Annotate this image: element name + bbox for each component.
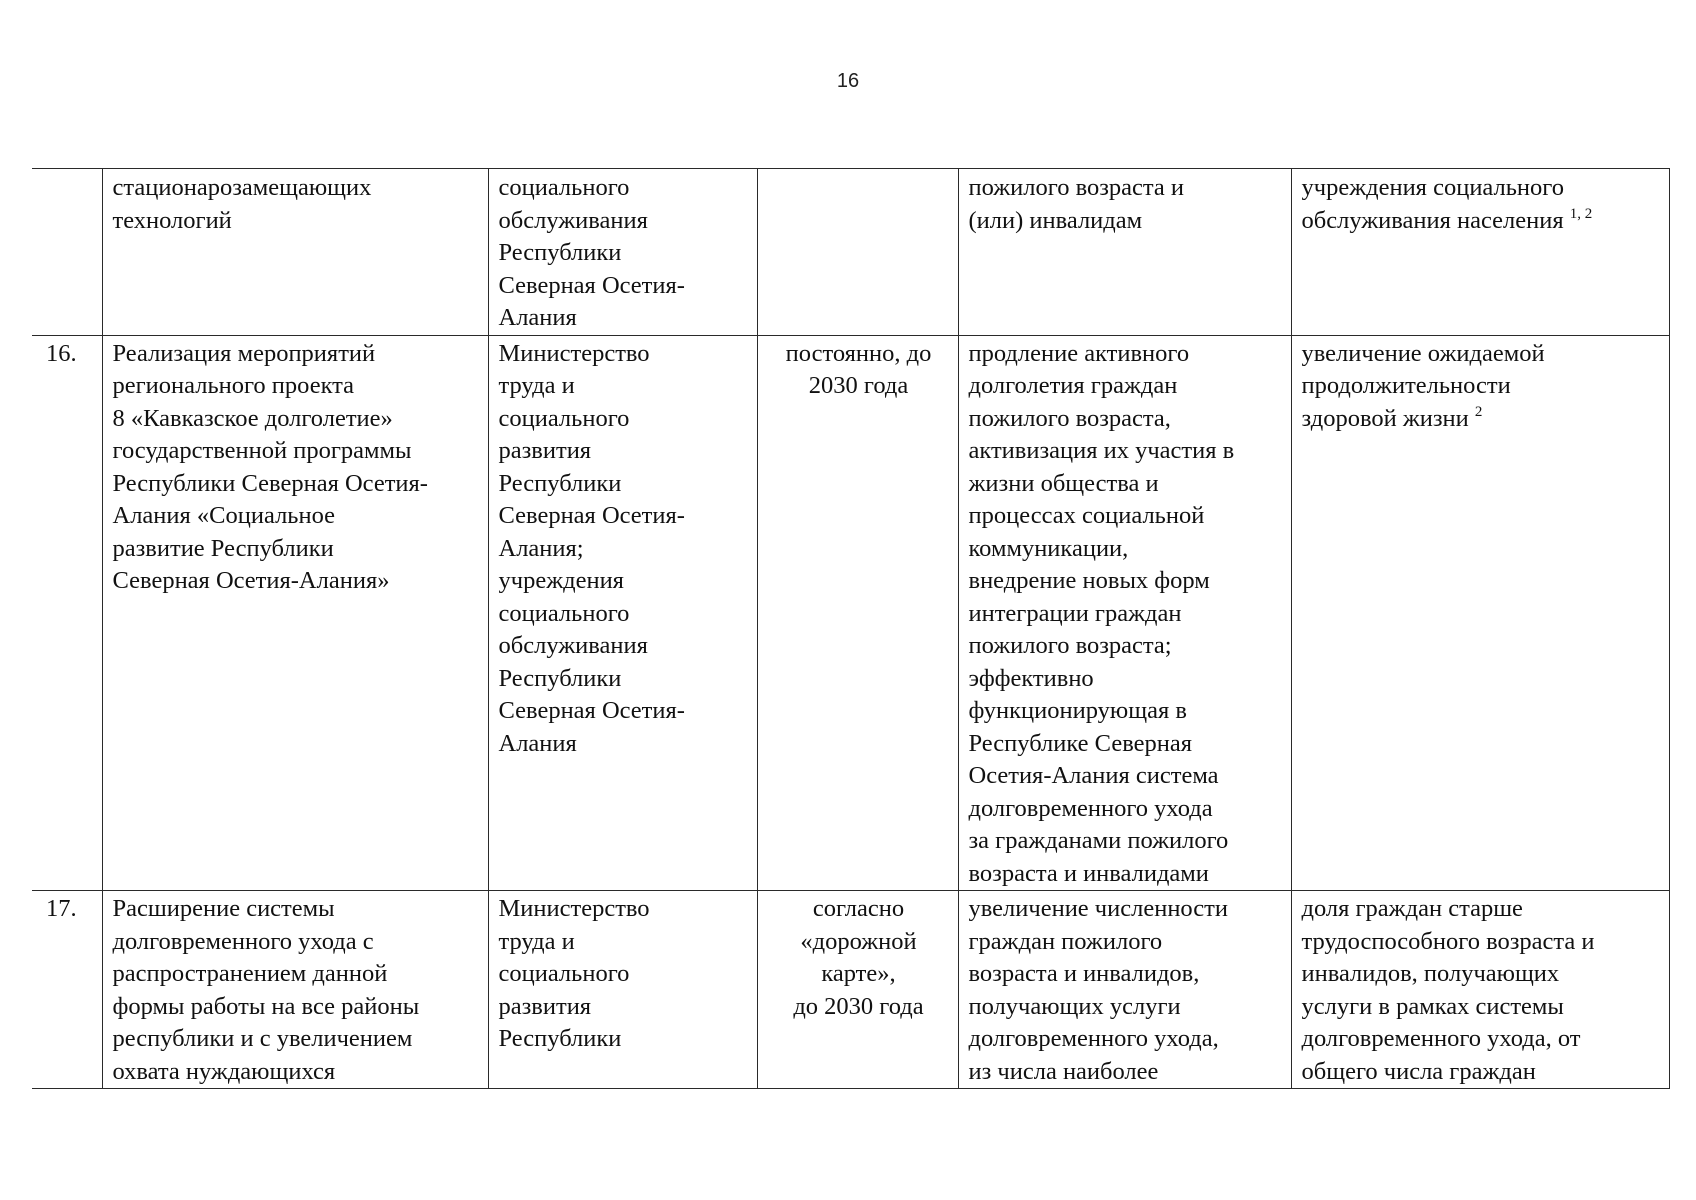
executor-text: Министерство труда и социального развития Республики Северная Осетия- Алания; учреждения социального обслуживания Республики Северная Осетия- Алания [498,339,685,757]
result-cell [958,169,1291,336]
row-number-cell [32,891,102,1089]
event-cell [102,169,488,336]
indicator-cell [1291,335,1669,891]
indicator-text: учреждения социального обслуживания населения [1301,174,1564,234]
indicator-text: доля граждан старше трудоспособного возраста и инвалидов, получающих услуги в рамках системы долговременного ухода, от общего числа граждан [1301,895,1595,1085]
page-number: 16 [836,70,860,92]
event-text: Реализация мероприятий регионального проекта 8 «Кавказское долголетие» государственной программы Республики Северная Осетия- Алания «Социальное развитие Республики Северная Осетия-Алания» [112,339,428,594]
executor-text: социального обслуживания Республики Северная Осетия- Алания [498,174,685,331]
indicator-text: увеличение ожидаемой продолжительности здоровой жизни [1301,339,1545,432]
term-text: согласно «дорожной карте», до 2030 года [793,895,924,1020]
row-number-cell [32,335,102,891]
result-cell [958,335,1291,891]
event-cell [102,335,488,891]
row-number: 17. [46,895,77,922]
row-number-cell [32,169,102,336]
table-row [32,335,1669,891]
footnote-ref: 1, 2 [1569,205,1593,222]
table-row [32,891,1669,1089]
result-text: пожилого возраста и (или) инвалидам [968,174,1185,234]
term-text: постоянно, до 2030 года [785,339,932,399]
result-text: продление активного долголетия граждан пожилого возраста, активизация их участия в жизни общества и процессах социальной коммуникации, внедрение новых форм интеграции граждан пожилого возраста; эффективно функционирующая в Республике Северная Осетия-Алания система долговременного ухода за гражданами пожилого возраста и инвалидами [968,339,1235,887]
indicator-cell [1291,891,1669,1089]
table-row [32,169,1669,336]
term-cell [757,891,958,1089]
indicator-cell [1291,169,1669,336]
result-text: увеличение численности граждан пожилого возраста и инвалидов, получающих услуги долговременного ухода, из числа наиболее [968,895,1228,1085]
result-cell [958,891,1291,1089]
term-cell [757,169,958,336]
row-number: 16. [46,339,77,367]
footnote-ref: 2 [1474,403,1483,420]
executor-cell [488,169,757,336]
measures-table [32,168,1670,1089]
event-text: Расширение системы долговременного ухода с распространением данной формы работы на все районы республики и с увеличением охвата нуждающихся [112,895,420,1085]
event-cell [102,891,488,1089]
term-cell [757,335,958,891]
executor-text: Министерство труда и социального развития Республики [498,895,650,1052]
executor-cell [488,891,757,1089]
event-text: стационарозамещающих технологий [112,174,372,234]
executor-cell [488,335,757,891]
